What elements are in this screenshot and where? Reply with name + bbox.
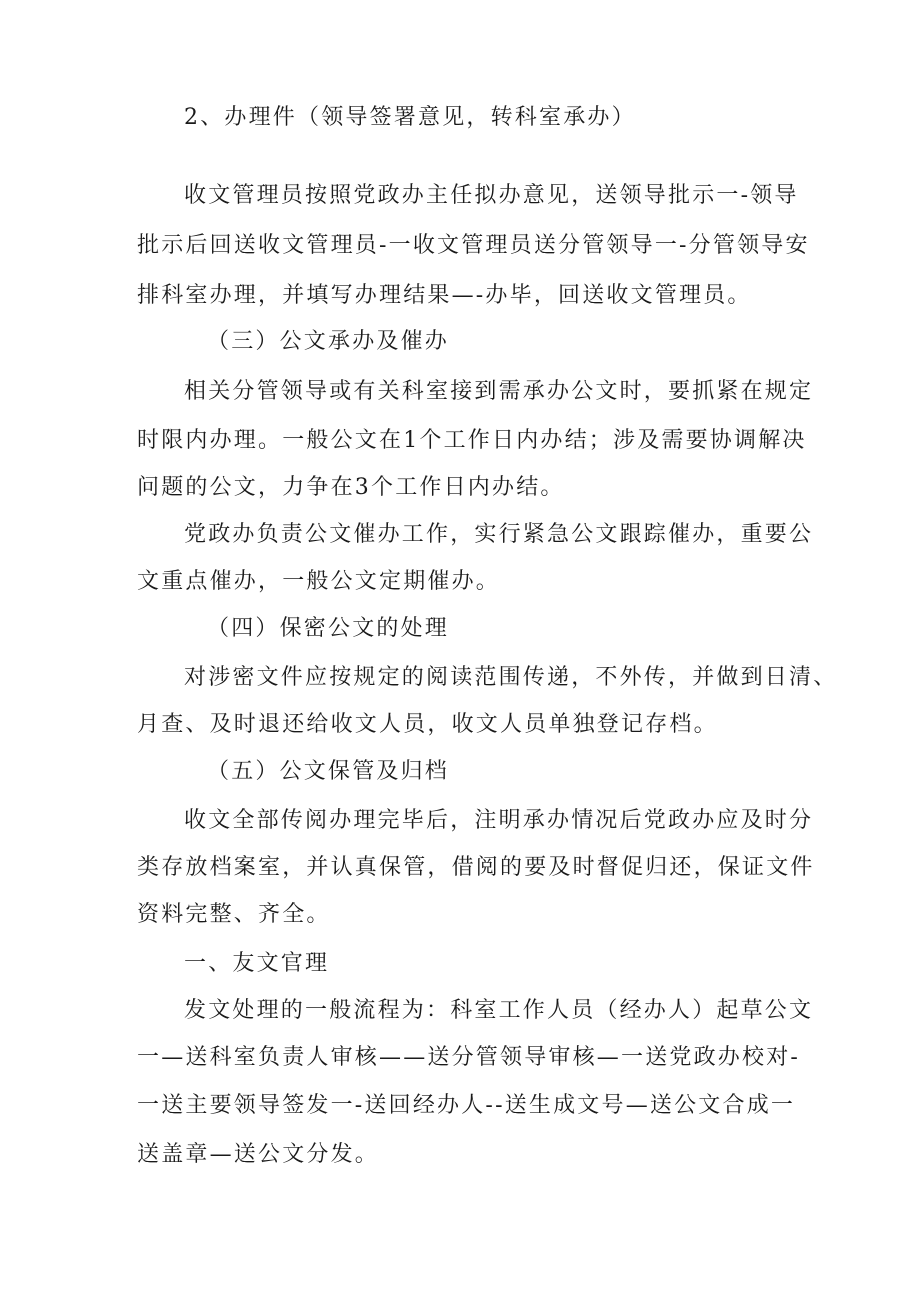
paragraph-line: 收文全部传阅办理完毕后，注明承办情况后党政办应及时分 [184, 808, 814, 833]
paragraph-line: 相关分管领导或有关科室接到需承办公文时，要抓紧在规定 [184, 379, 814, 404]
paragraph-line: 送盖章—送公文分发。 [137, 1142, 380, 1167]
section-heading-outgoing: 一、友文官理 [184, 951, 330, 976]
paragraph-line: 问题的公文，力争在3个工作日内办结。 [137, 475, 565, 500]
paragraph-line: 收文管理员按照党政办主任拟办意见，送领导批示一-领导 [184, 183, 799, 208]
paragraph-line: 类存放档案室，并认真保管，借阅的要及时督促归还，保证文件 [137, 855, 815, 880]
paragraph-line: 文重点催办，一般公文定期催办。 [137, 569, 501, 594]
section-heading-4: （四）保密公文的处理 [207, 616, 450, 641]
subsection-heading-handling: 2、办理件（领导签署意见，转科室承办） [184, 105, 636, 130]
paragraph-line: 排科室办理，并填写办理结果—-办毕，回送收文管理员。 [137, 283, 752, 308]
paragraph-line: 一送主要领导签发一-送回经办人--送生成文号—送公文合成一 [137, 1093, 796, 1118]
section-heading-5: （五）公文保管及归档 [207, 759, 450, 784]
section-heading-3: （三）公文承办及催办 [207, 329, 450, 354]
paragraph-line: 批示后回送收文管理员-一收文管理员送分管领导一-分管领导安 [137, 233, 810, 258]
paragraph-line: 发文处理的一般流程为：科室工作人员（经办人）起草公文 [184, 998, 814, 1023]
paragraph-line: 党政办负责公文催办工作，实行紧急公文跟踪催办，重要公 [184, 522, 814, 547]
paragraph-line: 一—送科室负责人审核——送分管领导审核—一送党政办校对- [137, 1045, 801, 1070]
paragraph-line: 月查、及时退还给收文人员，收文人员单独登记存档。 [137, 712, 718, 737]
paragraph-line: 资料完整、齐全。 [137, 902, 331, 927]
paragraph-line: 时限内办理。一般公文在1个工作日内办结；涉及需要协调解决 [137, 428, 807, 453]
paragraph-line: 对涉密文件应按规定的阅读范围传递，不外传，并做到日清、 [184, 665, 838, 690]
